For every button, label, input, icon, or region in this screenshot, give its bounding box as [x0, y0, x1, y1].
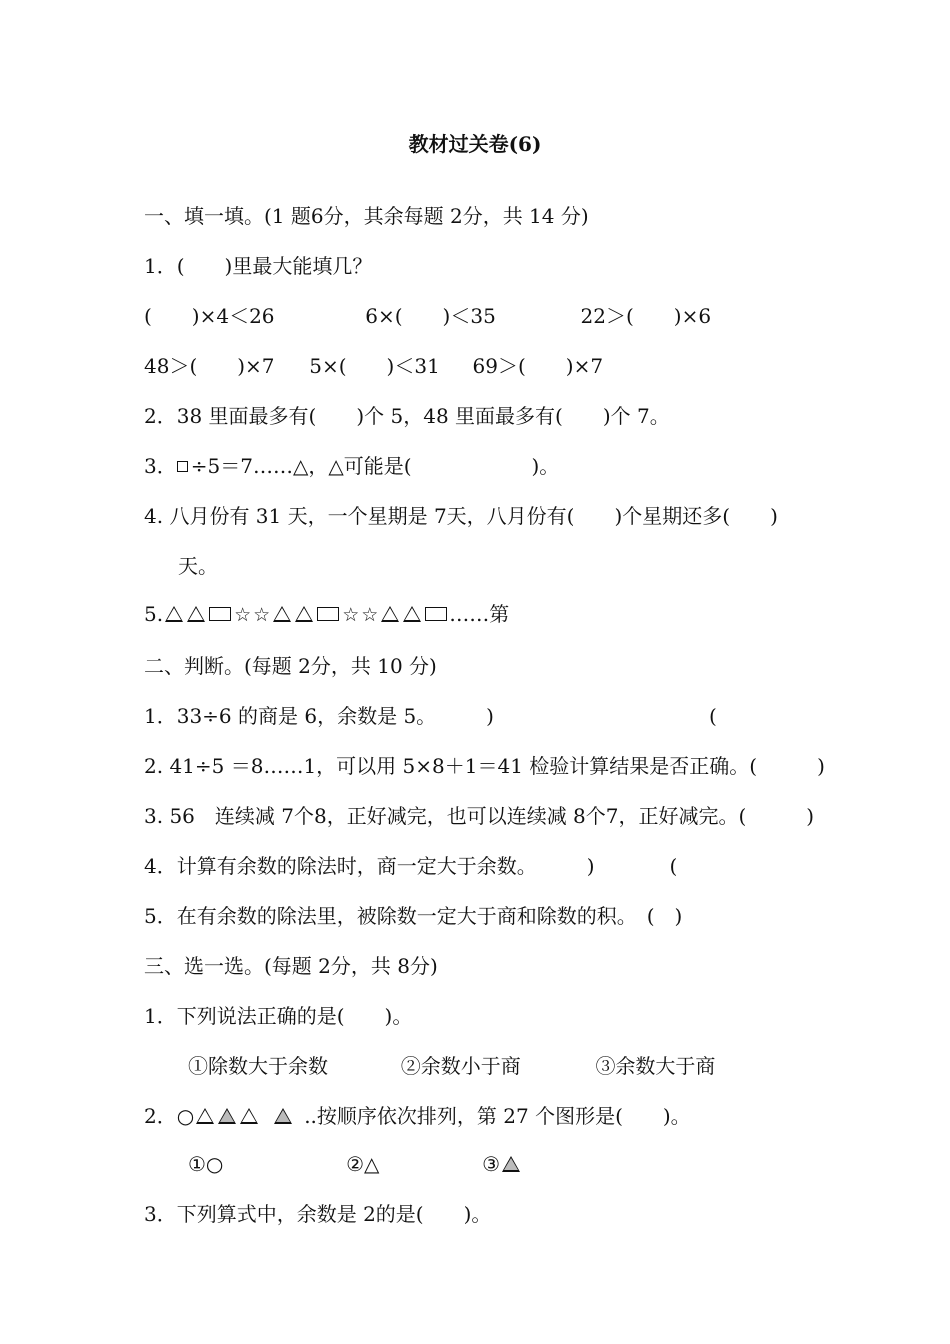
question-3-1-options: [188, 1052, 715, 1080]
question-1-5: 5. ☆ ☆ ☆ ☆ ……第: [144, 600, 509, 629]
triangle-icon: [273, 606, 291, 622]
triangle-icon: [196, 1108, 214, 1124]
option-2: ②余数小于商: [400, 1054, 521, 1078]
question-2-4: 4．计算有余数的除法时，商一定大于余数。 ) (: [144, 854, 678, 878]
question-1-4-cont: 天。: [178, 554, 218, 578]
question-2-5: 5．在有余数的除法里，被除数一定大于商和除数的积。 ( ): [144, 904, 683, 928]
blank-expression: 22＞( )×6: [580, 304, 712, 328]
question-1-1-row-a: [144, 302, 711, 330]
dotted-triangle-icon: [218, 1108, 236, 1124]
option-3: ③: [482, 1152, 501, 1176]
triangle-icon: [240, 1108, 258, 1124]
blank-expression: 6×( )＜35: [365, 304, 496, 328]
option-2: ②△: [346, 1152, 380, 1176]
rectangle-icon: [425, 607, 447, 621]
option-1: ①除数大于余数: [188, 1054, 328, 1078]
question-1-3: 3． ÷5＝7……△，△可能是( )。: [144, 454, 560, 478]
star-icon: ☆: [253, 604, 271, 626]
option-3: ③余数大于商: [595, 1054, 716, 1078]
question-1-2: 2．38 里面最多有( )个 5，48 里面最多有( )个 7。: [144, 404, 670, 428]
triangle-icon: [165, 606, 183, 622]
triangle-icon: [187, 606, 205, 622]
blank-expression: 5×( )＜31: [309, 354, 440, 378]
triangle-icon: [403, 606, 421, 622]
question-2-3: 3. 56 连续减 7个8，正好减完，也可以连续减 8个7，正好减完。( ): [144, 804, 815, 828]
question-3-3: 3．下列算式中，余数是 2的是( )。: [144, 1202, 492, 1226]
star-icon: ☆: [342, 604, 360, 626]
section-2-heading: 二、判断。(每题 2分，共 10 分): [144, 654, 437, 678]
rectangle-icon: [209, 607, 231, 621]
section-3-heading: 三、选一选。(每题 2分，共 8分): [144, 954, 438, 978]
dotted-triangle-icon: [502, 1156, 520, 1172]
question-1-4: 4. 八月份有 31 天，一个星期是 7天，八月份有( )个星期还多( ): [144, 504, 778, 528]
triangle-icon: [381, 606, 399, 622]
triangle-icon: [295, 606, 313, 622]
blank-expression: 48＞( )×7: [144, 354, 275, 378]
question-2-1: 1．33÷6 的商是 6，余数是 5。 ) (: [144, 704, 717, 728]
question-3-1: 1．下列说法正确的是( )。: [144, 1004, 413, 1028]
option-1: ①○: [188, 1152, 224, 1176]
question-3-2-options: [188, 1150, 522, 1178]
star-icon: ☆: [234, 604, 252, 626]
question-1-1: 1．( )里最大能填几？: [144, 254, 373, 278]
square-icon: [177, 461, 188, 472]
page-title: 教材过关卷(6): [408, 132, 542, 156]
question-3-2: 2．○ ..按顺序依次排列，第 27 个图形是( )。: [144, 1104, 691, 1128]
rectangle-icon: [317, 607, 339, 621]
dotted-triangle-icon: [274, 1108, 292, 1124]
blank-expression: ( )×4＜26: [144, 304, 275, 328]
star-icon: ☆: [361, 604, 379, 626]
question-2-2: 2. 41÷5 ＝8……1，可以用 5×8＋1＝41 检验计算结果是否正确。( ): [144, 754, 825, 778]
blank-expression: 69＞( )×7: [472, 354, 604, 378]
question-1-1-row-b: [144, 352, 603, 380]
section-1-heading: 一、填一填。(1 题6分，其余每题 2分，共 14 分): [144, 204, 589, 228]
